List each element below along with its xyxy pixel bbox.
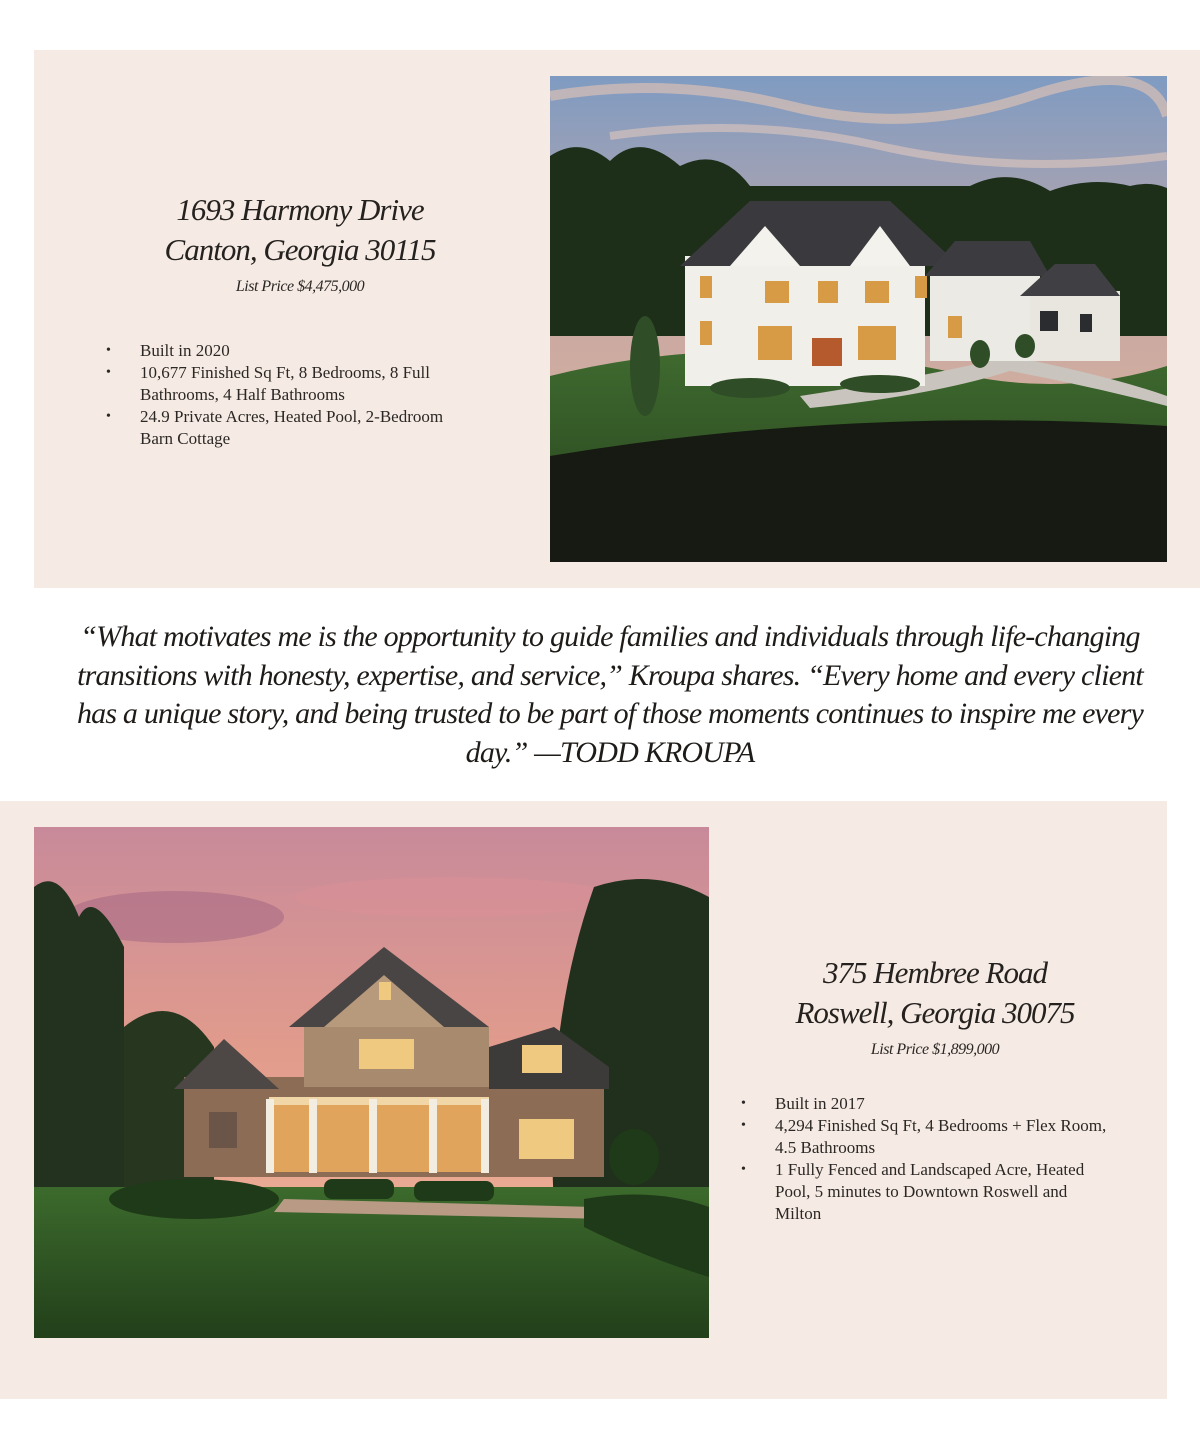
list-item: • 4,294 Finished Sq Ft, 4 Bedrooms + Flex Room, 4.5 Bathrooms bbox=[735, 1115, 1115, 1159]
list-item: • Built in 2020 bbox=[100, 340, 480, 362]
listing-1-photo bbox=[550, 76, 1167, 562]
listing-2-street: 375 Hembree Road bbox=[823, 955, 1047, 990]
listing-1-info bbox=[100, 190, 500, 450]
listing-2-info bbox=[735, 953, 1135, 1225]
listing-1-city: Canton, Georgia 30115 bbox=[164, 232, 436, 267]
listing-1-address bbox=[100, 190, 500, 270]
list-item: • 1 Fully Fenced and Landscaped Acre, Heated Pool, 5 minutes to Downtown Roswell and Milton bbox=[735, 1159, 1115, 1225]
listing-2-features bbox=[735, 1093, 1135, 1225]
list-item: • Built in 2017 bbox=[735, 1093, 1115, 1115]
listing-1-features bbox=[100, 340, 500, 450]
pull-quote: “What motivates me is the opportunity to guide families and individuals through life-changing transitions with honesty, expertise, and service,” Kroupa shares. “Every home and every client has a unique story, and being trusted to be part of those moments continues to inspire me every day.” —TODD KROUPA bbox=[76, 620, 1144, 769]
listing-2-city: Roswell, Georgia 30075 bbox=[795, 995, 1075, 1030]
listing-2-photo bbox=[34, 827, 709, 1338]
listing-2-price: List Price $1,899,000 bbox=[870, 1041, 1000, 1058]
listing-1-price: List Price $4,475,000 bbox=[235, 278, 365, 295]
listing-2-address bbox=[735, 953, 1135, 1033]
list-item: • 10,677 Finished Sq Ft, 8 Bedrooms, 8 Full Bathrooms, 4 Half Bathrooms bbox=[100, 362, 480, 406]
listing-1-street: 1693 Harmony Drive bbox=[176, 192, 424, 227]
list-item: • 24.9 Private Acres, Heated Pool, 2-Bedroom Barn Cottage bbox=[100, 406, 480, 450]
